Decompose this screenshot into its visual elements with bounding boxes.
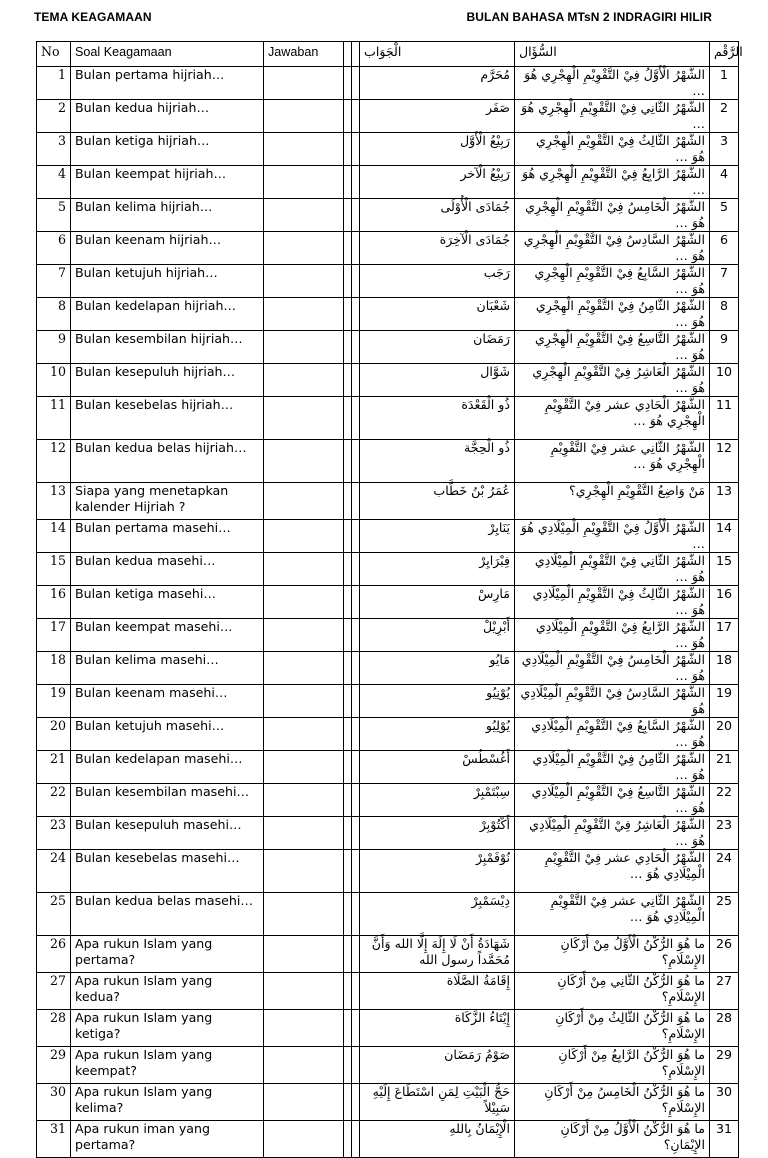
arabic-answer: مُحَرَّم	[360, 67, 515, 100]
row-number: 20	[37, 718, 71, 751]
arabic-answer: أَكْتُوْبِرْ	[360, 817, 515, 850]
arabic-row-number: 17	[710, 619, 739, 652]
question-text: Apa rukun Islam yang keempat?	[71, 1047, 264, 1084]
arabic-answer: إِيْتَاءُ الزَّكَاة	[360, 1010, 515, 1047]
arabic-question: الشَّهْرُ التَّاسِعُ فِيْ التَّقْوِيْمِ الْهِجْرِي هُوَ …	[515, 331, 710, 364]
arabic-answer: يُوْنِيُو	[360, 685, 515, 718]
arabic-question: الشَّهْرُ الْحَادِي عشر فِيْ التَّقْوِيْمِ الْهِجْرِي هُوَ …	[515, 397, 710, 440]
arabic-row-number: 25	[710, 893, 739, 936]
arabic-row-number: 7	[710, 265, 739, 298]
arabic-row-number: 21	[710, 751, 739, 784]
question-text: Apa rukun Islam yang pertama?	[71, 936, 264, 973]
blank-cell	[344, 1121, 352, 1158]
blank-cell	[344, 67, 352, 100]
blank-cell	[352, 166, 360, 199]
arabic-answer: شَوَّال	[360, 364, 515, 397]
question-text: Bulan kedua belas hijriah…	[71, 440, 264, 483]
blank-cell	[344, 973, 352, 1010]
blank-cell	[352, 199, 360, 232]
table-row	[37, 67, 739, 100]
question-text: Bulan ketiga masehi…	[71, 586, 264, 619]
arabic-question: الشَّهْرُ الْخَامِسُ فِيْ التَّقْوِيْمِ الْمِيْلَادِي هُوَ …	[515, 652, 710, 685]
blank-cell	[344, 520, 352, 553]
blank-cell	[344, 553, 352, 586]
table-row	[37, 440, 739, 483]
blank-cell	[344, 652, 352, 685]
question-text: Bulan pertama hijriah…	[71, 67, 264, 100]
table-row	[37, 685, 739, 718]
col-header-ar-jawab: الْجَوَاب	[360, 42, 515, 67]
blank-cell	[352, 397, 360, 440]
blank-cell	[352, 298, 360, 331]
arabic-question: الشَّهْرُ التَّاسِعُ فِيْ التَّقْوِيْمِ الْمِيْلَادِي هُوَ …	[515, 784, 710, 817]
arabic-question: ما هُوَ الرُّكْنُ الْأَوَّلُ مِنْ أَرْكَانِ الإِسْلَامِ؟	[515, 936, 710, 973]
arabic-row-number: 3	[710, 133, 739, 166]
question-text: Bulan kedua masehi…	[71, 553, 264, 586]
arabic-question: ما هُوَ الرُّكْنُ الرَّابِعُ مِنْ أَرْكَانِ الإِسْلَامِ؟	[515, 1047, 710, 1084]
arabic-question: الشَّهْرُ الْأَوَّلُ فِيْ التَّقْوِيْمِ الْمِيْلَادِي هُوَ …	[515, 520, 710, 553]
row-number: 16	[37, 586, 71, 619]
arabic-row-number: 26	[710, 936, 739, 973]
question-text: Apa rukun Islam yang ketiga?	[71, 1010, 264, 1047]
question-text: Bulan kedelapan masehi…	[71, 751, 264, 784]
table-row	[37, 100, 739, 133]
arabic-question: ما هُوَ الرُّكْنُ الْأَوَّلُ مِنْ أَرْكَانِ الإِيْمَانِ؟	[515, 1121, 710, 1158]
answer-field[interactable]	[264, 893, 344, 936]
arabic-row-number: 23	[710, 817, 739, 850]
row-number: 18	[37, 652, 71, 685]
answer-field[interactable]	[264, 133, 344, 166]
arabic-answer: دِيْسَمْبِرْ	[360, 893, 515, 936]
table-row	[37, 1121, 739, 1158]
blank-cell	[344, 586, 352, 619]
blank-cell	[352, 364, 360, 397]
row-number: 24	[37, 850, 71, 893]
blank-cell	[352, 440, 360, 483]
answer-field[interactable]	[264, 265, 344, 298]
table-row	[37, 893, 739, 936]
arabic-answer: جُمَادَى الْأُوْلَى	[360, 199, 515, 232]
table-row	[37, 973, 739, 1010]
blank-cell	[344, 936, 352, 973]
blank-cell	[344, 850, 352, 893]
arabic-answer: رَمَضَان	[360, 331, 515, 364]
table-row	[37, 520, 739, 553]
question-text: Bulan kedua hijriah…	[71, 100, 264, 133]
col-header-soal: Soal Keagamaan	[71, 42, 264, 67]
arabic-question: الشَّهْرُ الْخَامِسُ فِيْ التَّقْوِيْمِ الْهِجْرِي هُوَ …	[515, 199, 710, 232]
arabic-answer: إِقَامَةُ الصَّلَاة	[360, 973, 515, 1010]
answer-field[interactable]	[264, 199, 344, 232]
blank-cell	[352, 751, 360, 784]
question-text: Bulan keenam masehi…	[71, 685, 264, 718]
table-row	[37, 586, 739, 619]
row-number: 6	[37, 232, 71, 265]
question-text: Bulan keenam hijriah…	[71, 232, 264, 265]
table-row	[37, 553, 739, 586]
question-text: Siapa yang menetapkan kalender Hijriah ?	[71, 483, 264, 520]
answer-field[interactable]	[264, 619, 344, 652]
arabic-answer: يُوْلِيُو	[360, 718, 515, 751]
arabic-question: الشَّهْرُ الْعَاشِرُ فِيْ التَّقْوِيْمِ الْمِيْلَادِي هُوَ …	[515, 817, 710, 850]
row-number: 7	[37, 265, 71, 298]
arabic-question: الشَّهْرُ الثَّانِي عشر فِيْ التَّقْوِيْمِ الْمِيْلَادِي هُوَ …	[515, 893, 710, 936]
answer-field[interactable]	[264, 298, 344, 331]
question-text: Bulan kesembilan hijriah…	[71, 331, 264, 364]
arabic-answer: صَفَر	[360, 100, 515, 133]
arabic-question: الشَّهْرُ الْأَوَّلُ فِيْ التَّقْوِيْمِ الْهِجْرِي هُوَ …	[515, 67, 710, 100]
arabic-row-number: 29	[710, 1047, 739, 1084]
arabic-answer: صَوْمُ رَمَضَان	[360, 1047, 515, 1084]
header-left-title: TEMA KEAGAMAAN	[34, 10, 152, 24]
blank-cell	[344, 619, 352, 652]
arabic-answer: مَارِسْ	[360, 586, 515, 619]
question-text: Apa rukun iman yang pertama?	[71, 1121, 264, 1158]
arabic-question: الشَّهْرُ السَّابِعُ فِيْ التَّقْوِيْمِ الْهِجْرِي هُوَ …	[515, 265, 710, 298]
blank-cell	[352, 586, 360, 619]
table-row	[37, 817, 739, 850]
blank-cell	[352, 936, 360, 973]
answer-field[interactable]	[264, 100, 344, 133]
answer-field[interactable]	[264, 850, 344, 893]
question-text: Apa rukun Islam yang kelima?	[71, 1084, 264, 1121]
blank-cell	[344, 166, 352, 199]
answer-field[interactable]	[264, 483, 344, 520]
arabic-row-number: 6	[710, 232, 739, 265]
arabic-question: ما هُوَ الرُّكْنُ الثَّانِي مِنْ أَرْكَانِ الإِسْلَامِ؟	[515, 973, 710, 1010]
answer-field[interactable]	[264, 166, 344, 199]
row-number: 26	[37, 936, 71, 973]
blank-cell	[352, 718, 360, 751]
arabic-row-number: 22	[710, 784, 739, 817]
blank-cell	[344, 364, 352, 397]
arabic-row-number: 10	[710, 364, 739, 397]
question-text: Bulan kesebelas hijriah…	[71, 397, 264, 440]
arabic-row-number: 4	[710, 166, 739, 199]
arabic-answer: سِبْتَمْبِرْ	[360, 784, 515, 817]
blank-cell	[352, 784, 360, 817]
table-row	[37, 397, 739, 440]
table-row	[37, 265, 739, 298]
arabic-question: الشَّهْرُ الثَّالِثُ فِيْ التَّقْوِيْمِ الْهِجْرِي هُوَ …	[515, 133, 710, 166]
answer-field[interactable]	[264, 440, 344, 483]
header-right-title: BULAN BAHASA MTsN 2 INDRAGIRI HILIR	[466, 10, 712, 24]
arabic-question: الشَّهْرُ الرَّابِعُ فِيْ التَّقْوِيْمِ الْمِيْلَادِي هُوَ …	[515, 619, 710, 652]
arabic-answer: مَايُو	[360, 652, 515, 685]
arabic-question: الشَّهْرُ الرَّابِعُ فِيْ التَّقْوِيْمِ الْهِجْرِي هُوَ …	[515, 166, 710, 199]
row-number: 23	[37, 817, 71, 850]
table-row	[37, 133, 739, 166]
row-number: 25	[37, 893, 71, 936]
arabic-answer: جُمَادَى الْآخِرَة	[360, 232, 515, 265]
row-number: 2	[37, 100, 71, 133]
row-number: 19	[37, 685, 71, 718]
arabic-question: الشَّهْرُ الثَّالِثُ فِيْ التَّقْوِيْمِ الْمِيْلَادِي هُوَ …	[515, 586, 710, 619]
row-number: 14	[37, 520, 71, 553]
arabic-answer: شَعْبَان	[360, 298, 515, 331]
arabic-answer: فِبْرَايِرْ	[360, 553, 515, 586]
arabic-question: مَنْ وَاضِعُ التَّقْوِيْمِ الْهِجْرِي؟	[515, 483, 710, 520]
blank-cell	[344, 817, 352, 850]
row-number: 22	[37, 784, 71, 817]
blank-cell	[344, 1010, 352, 1047]
blank-cell	[352, 100, 360, 133]
answer-field[interactable]	[264, 67, 344, 100]
answer-field[interactable]	[264, 936, 344, 973]
blank-cell	[352, 973, 360, 1010]
blank-cell	[352, 817, 360, 850]
answer-field[interactable]	[264, 817, 344, 850]
arabic-row-number: 28	[710, 1010, 739, 1047]
table-row	[37, 364, 739, 397]
question-text: Bulan ketujuh masehi…	[71, 718, 264, 751]
blank-cell	[352, 652, 360, 685]
question-text: Bulan ketiga hijriah…	[71, 133, 264, 166]
arabic-row-number: 5	[710, 199, 739, 232]
row-number: 28	[37, 1010, 71, 1047]
blank-cell	[352, 850, 360, 893]
table-row	[37, 1010, 739, 1047]
arabic-question: الشَّهْرُ السَّابِعُ فِيْ التَّقْوِيْمِ الْمِيْلَادِي هُوَ …	[515, 718, 710, 751]
answer-field[interactable]	[264, 685, 344, 718]
arabic-answer: حَجُّ الْبَيْتِ لِمَنِ اسْتَطَاعَ إِلَيْهِ سَبِيْلاً	[360, 1084, 515, 1121]
arabic-row-number: 1	[710, 67, 739, 100]
arabic-answer: أَغُسْطُسْ	[360, 751, 515, 784]
table-row	[37, 483, 739, 520]
arabic-question: ما هُوَ الرُّكْنُ الْخَامِسُ مِنْ أَرْكَانِ الإِسْلَامِ؟	[515, 1084, 710, 1121]
row-number: 30	[37, 1084, 71, 1121]
col-header-no: No	[37, 42, 71, 67]
arabic-answer: ذُو الْحِجَّة	[360, 440, 515, 483]
question-text: Bulan kesepuluh masehi…	[71, 817, 264, 850]
blank-cell	[344, 199, 352, 232]
question-text: Bulan kelima masehi…	[71, 652, 264, 685]
arabic-question: الشَّهْرُ الْحَادِي عشر فِيْ التَّقْوِيْمِ الْمِيْلَادِي هُوَ …	[515, 850, 710, 893]
arabic-answer: رَبِيْعُ الْآخر	[360, 166, 515, 199]
row-number: 4	[37, 166, 71, 199]
table-row	[37, 751, 739, 784]
arabic-row-number: 9	[710, 331, 739, 364]
arabic-row-number: 2	[710, 100, 739, 133]
answer-field[interactable]	[264, 751, 344, 784]
question-text: Bulan kesembilan masehi…	[71, 784, 264, 817]
blank-cell	[352, 483, 360, 520]
row-number: 8	[37, 298, 71, 331]
blank-cell	[344, 1047, 352, 1084]
col-header-blank	[344, 42, 352, 67]
arabic-question: ما هُوَ الرُّكْنُ الثَّالِثُ مِنْ أَرْكَانِ الإِسْلَامِ؟	[515, 1010, 710, 1047]
col-header-ar-sual: السُّؤَال	[515, 42, 710, 67]
answer-field[interactable]	[264, 718, 344, 751]
table-row	[37, 718, 739, 751]
arabic-row-number: 31	[710, 1121, 739, 1158]
row-number: 12	[37, 440, 71, 483]
arabic-row-number: 18	[710, 652, 739, 685]
answer-field[interactable]	[264, 520, 344, 553]
row-number: 11	[37, 397, 71, 440]
arabic-row-number: 27	[710, 973, 739, 1010]
table-header-row	[37, 42, 739, 67]
arabic-row-number: 15	[710, 553, 739, 586]
question-text: Apa rukun Islam yang kedua?	[71, 973, 264, 1010]
col-header-ar-raqm: الرَّقْم	[710, 42, 739, 67]
question-text: Bulan kelima hijriah…	[71, 199, 264, 232]
blank-cell	[344, 397, 352, 440]
table-row	[37, 1047, 739, 1084]
arabic-row-number: 24	[710, 850, 739, 893]
question-text: Bulan kedua belas masehi…	[71, 893, 264, 936]
blank-cell	[344, 685, 352, 718]
arabic-answer: شَهَادَةُ أَنْ لَا إِلَهَ إِلَّا الله وَأَنَّ مُحَمَّداً رسول الله	[360, 936, 515, 973]
table-row	[37, 936, 739, 973]
table-row	[37, 199, 739, 232]
blank-cell	[344, 265, 352, 298]
row-number: 5	[37, 199, 71, 232]
arabic-answer: ذُو الْقَعْدَة	[360, 397, 515, 440]
arabic-row-number: 20	[710, 718, 739, 751]
blank-cell	[344, 1084, 352, 1121]
answer-field[interactable]	[264, 1010, 344, 1047]
table-row	[37, 784, 739, 817]
blank-cell	[344, 232, 352, 265]
arabic-answer: نُوْفَمْبِرْ	[360, 850, 515, 893]
blank-cell	[352, 232, 360, 265]
quiz-table	[36, 41, 743, 1158]
arabic-row-number: 19	[710, 685, 739, 718]
question-text: Bulan pertama masehi…	[71, 520, 264, 553]
arabic-answer: عُمَرُ بْنُ خَطَّاب	[360, 483, 515, 520]
blank-cell	[352, 67, 360, 100]
arabic-question: الشَّهْرُ الْعَاشِرُ فِيْ التَّقْوِيْمِ الْهِجْرِي هُوَ …	[515, 364, 710, 397]
table-row	[37, 1084, 739, 1121]
arabic-row-number: 30	[710, 1084, 739, 1121]
answer-field[interactable]	[264, 331, 344, 364]
answer-field[interactable]	[264, 1084, 344, 1121]
arabic-question: الشَّهْرُ الثَّانِي فِيْ التَّقْوِيْمِ الْمِيْلَادِي هُوَ …	[515, 553, 710, 586]
question-text: Bulan kedelapan hijriah…	[71, 298, 264, 331]
answer-field[interactable]	[264, 652, 344, 685]
blank-cell	[352, 893, 360, 936]
question-text: Bulan ketujuh hijriah…	[71, 265, 264, 298]
col-header-blank	[352, 42, 360, 67]
row-number: 3	[37, 133, 71, 166]
table-row	[37, 298, 739, 331]
blank-cell	[344, 751, 352, 784]
blank-cell	[344, 483, 352, 520]
blank-cell	[352, 520, 360, 553]
answer-field[interactable]	[264, 364, 344, 397]
row-number: 27	[37, 973, 71, 1010]
row-number: 10	[37, 364, 71, 397]
blank-cell	[344, 133, 352, 166]
col-header-jawaban: Jawaban	[264, 42, 344, 67]
row-number: 29	[37, 1047, 71, 1084]
blank-cell	[344, 331, 352, 364]
arabic-row-number: 8	[710, 298, 739, 331]
row-number: 31	[37, 1121, 71, 1158]
row-number: 9	[37, 331, 71, 364]
blank-cell	[352, 619, 360, 652]
blank-cell	[352, 1121, 360, 1158]
blank-cell	[344, 784, 352, 817]
blank-cell	[344, 893, 352, 936]
row-number: 21	[37, 751, 71, 784]
table-row	[37, 850, 739, 893]
arabic-question: الشَّهْرُ السَّادِسُ فِيْ التَّقْوِيْمِ الْمِيْلَادِي هُوَ	[515, 685, 710, 718]
arabic-question: الشَّهْرُ الثَّانِي فِيْ التَّقْوِيْمِ الْهِجْرِي هُوَ …	[515, 100, 710, 133]
answer-field[interactable]	[264, 586, 344, 619]
answer-field[interactable]	[264, 397, 344, 440]
arabic-answer: رَبِيْعُ الْأَوَّل	[360, 133, 515, 166]
blank-cell	[352, 1010, 360, 1047]
arabic-question: الشَّهْرُ الثَّانِي عشر فِيْ التَّقْوِيْمِ الْهِجْرِي هُوَ …	[515, 440, 710, 483]
question-text: Bulan kesebelas masehi…	[71, 850, 264, 893]
arabic-answer: يَنَايِرْ	[360, 520, 515, 553]
arabic-answer: رَجَب	[360, 265, 515, 298]
arabic-answer: أَبْرِيْلْ	[360, 619, 515, 652]
answer-field[interactable]	[264, 1047, 344, 1084]
arabic-row-number: 14	[710, 520, 739, 553]
arabic-row-number: 13	[710, 483, 739, 520]
table-row	[37, 652, 739, 685]
table-row	[37, 232, 739, 265]
question-text: Bulan kesepuluh hijriah…	[71, 364, 264, 397]
blank-cell	[344, 100, 352, 133]
table-row	[37, 166, 739, 199]
blank-cell	[352, 1084, 360, 1121]
table-body	[37, 67, 739, 1158]
answer-field[interactable]	[264, 973, 344, 1010]
table-row	[37, 331, 739, 364]
answer-field[interactable]	[264, 1121, 344, 1158]
arabic-question: الشَّهْرُ السَّادِسُ فِيْ التَّقْوِيْمِ الْهِجْرِي هُوَ …	[515, 232, 710, 265]
blank-cell	[352, 685, 360, 718]
blank-cell	[352, 265, 360, 298]
arabic-row-number: 16	[710, 586, 739, 619]
arabic-row-number: 11	[710, 397, 739, 440]
blank-cell	[344, 298, 352, 331]
question-text: Bulan keempat masehi…	[71, 619, 264, 652]
answer-field[interactable]	[264, 232, 344, 265]
arabic-question: الشَّهْرُ الثَّامِنُ فِيْ التَّقْوِيْمِ الْمِيْلَادِي هُوَ …	[515, 751, 710, 784]
answer-field[interactable]	[264, 784, 344, 817]
question-text: Bulan keempat hijriah…	[71, 166, 264, 199]
table-row	[37, 619, 739, 652]
arabic-row-number: 12	[710, 440, 739, 483]
row-number: 1	[37, 67, 71, 100]
blank-cell	[352, 133, 360, 166]
blank-cell	[352, 1047, 360, 1084]
blank-cell	[344, 440, 352, 483]
row-number: 17	[37, 619, 71, 652]
blank-cell	[352, 331, 360, 364]
arabic-question: الشَّهْرُ الثَّامِنُ فِيْ التَّقْوِيْمِ الْهِجْرِي هُوَ …	[515, 298, 710, 331]
row-number: 15	[37, 553, 71, 586]
blank-cell	[352, 553, 360, 586]
row-number: 13	[37, 483, 71, 520]
arabic-answer: الْإِيْمَانُ بِاللهِ	[360, 1121, 515, 1158]
answer-field[interactable]	[264, 553, 344, 586]
blank-cell	[344, 718, 352, 751]
